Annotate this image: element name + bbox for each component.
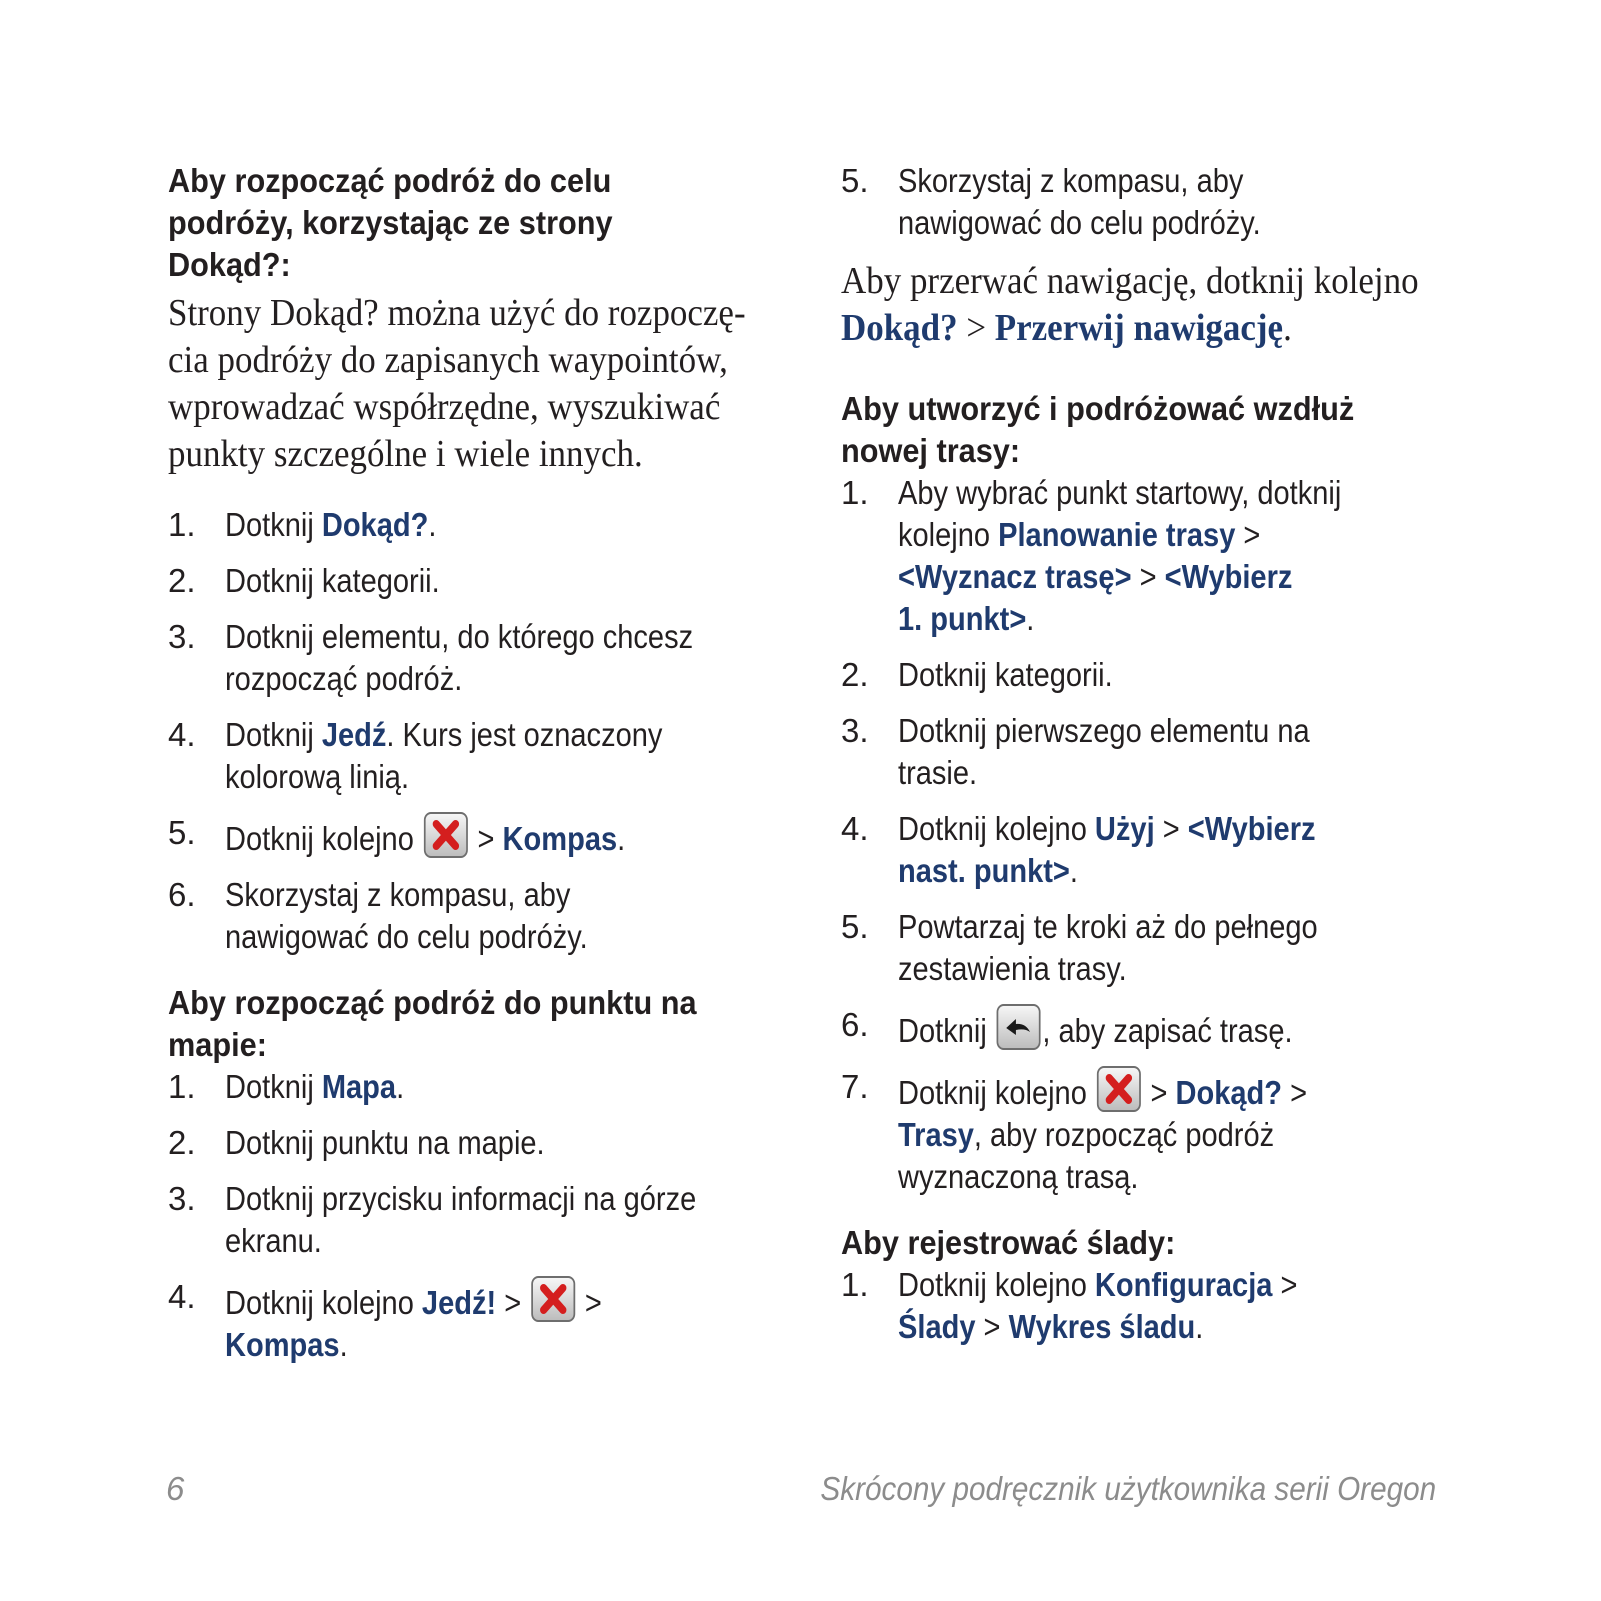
- menu-link-slady[interactable]: Ślady: [898, 1308, 976, 1345]
- list-item: 6. Dotknij , aby zapisać trasę.: [841, 1006, 1293, 1049]
- steps-list: [168, 504, 768, 958]
- menu-link-uzyj[interactable]: Użyj: [1094, 810, 1155, 847]
- intro-paragraph: Strony Dokąd? można użyć do rozpoczę- cia podróży do zapisanych waypointów, wprowadzać współrzędne, wyszukiwać punkty szczególne i wiele innych.: [168, 292, 746, 475]
- menu-link-wykres-sladu[interactable]: Wykres śladu: [1008, 1308, 1196, 1345]
- menu-link-wybierz-nast-punkt[interactable]: <Wybierz: [1187, 810, 1316, 847]
- list-item: 7. Dotknij kolejno > Dokąd? > Trasy, aby rozpocząć podróż wyznaczoną trasą.: [841, 1068, 1308, 1195]
- left-column: [168, 160, 768, 1380]
- list-item: 1. Aby wybrać punkt startowy, dotknij kolejno Planowanie trasy > <Wyznacz trasę> > <Wybierz 1. punkt>.: [841, 474, 1342, 637]
- steps-list: [841, 472, 1441, 1198]
- list-item: 2. Dotknij kategorii.: [168, 562, 440, 599]
- menu-link-dokad[interactable]: Dokąd?: [841, 307, 958, 349]
- steps-list: [841, 160, 1441, 244]
- list-item: 2. Dotknij punktu na mapie.: [168, 1124, 545, 1161]
- steps-list: [841, 1264, 1441, 1348]
- list-item: 3. Dotknij przycisku informacji na górze ekranu.: [168, 1180, 697, 1259]
- menu-link-wybierz-nast-punkt-cont[interactable]: nast. punkt>: [898, 852, 1070, 889]
- page-number: 6: [166, 1470, 185, 1507]
- list-item: 4. Dotknij kolejno Jedź! > > Kompas.: [168, 1278, 602, 1363]
- close-x-icon[interactable]: [424, 812, 468, 858]
- list-item: 4. Dotknij Jedź. Kurs jest oznaczony kolorową linią.: [168, 716, 663, 795]
- menu-link-przerwij-nawigacje[interactable]: Przerwij nawigację: [994, 307, 1284, 349]
- footer-title: Skrócony podręcznik użytkownika serii Oregon: [820, 1470, 1436, 1507]
- menu-link-mapa[interactable]: Mapa: [321, 1068, 397, 1105]
- list-item: 2. Dotknij kategorii.: [841, 656, 1113, 693]
- menu-link-konfiguracja[interactable]: Konfiguracja: [1094, 1266, 1273, 1303]
- list-item: 5. Skorzystaj z kompasu, aby nawigować do celu podróży.: [841, 162, 1261, 241]
- list-item: 5. Powtarzaj te kroki aż do pełnego zestawienia trasy.: [841, 908, 1318, 987]
- menu-link-jedz[interactable]: Jedź: [321, 716, 387, 753]
- list-item: 3. Dotknij pierwszego elementu na trasie.: [841, 712, 1310, 791]
- section-heading: Aby rozpocząć podróż do celu podróży, korzystając ze strony Dokąd?:: [168, 162, 613, 283]
- close-x-icon[interactable]: [1097, 1066, 1141, 1112]
- section-heading: Aby utworzyć i podróżować wzdłuż nowej trasy:: [841, 390, 1355, 469]
- list-item: 4. Dotknij kolejno Użyj > <Wybierz nast. punkt>.: [841, 810, 1316, 889]
- list-item: 1. Dotknij Dokąd?.: [168, 506, 437, 543]
- right-column: [841, 160, 1441, 1362]
- menu-link-wyznacz-trase[interactable]: <Wyznacz trasę>: [898, 558, 1132, 595]
- list-item: 5. Dotknij kolejno > Kompas.: [168, 814, 626, 857]
- stop-navigation-paragraph: Aby przerwać nawigację, dotknij kolejno Dokąd? > Przerwij nawigację.: [841, 260, 1419, 349]
- menu-link-dokad[interactable]: Dokąd?: [1175, 1074, 1283, 1111]
- menu-link-dokad[interactable]: Dokąd?: [321, 506, 429, 543]
- menu-link-trasy[interactable]: Trasy: [898, 1116, 974, 1153]
- list-item: 1. Dotknij kolejno Konfiguracja > Ślady > Wykres śladu.: [841, 1266, 1298, 1345]
- menu-link-kompas[interactable]: Kompas: [502, 820, 618, 857]
- menu-link-wybierz-1-punkt[interactable]: <Wybierz: [1164, 558, 1293, 595]
- section-heading: Aby rozpocząć podróż do punktu na mapie:: [168, 984, 697, 1063]
- section-heading: Aby rejestrować ślady:: [841, 1224, 1176, 1261]
- menu-link-wybierz-1-punkt-cont[interactable]: 1. punkt>: [898, 600, 1027, 637]
- list-item: 1. Dotknij Mapa.: [168, 1068, 405, 1105]
- close-x-icon[interactable]: [531, 1276, 575, 1322]
- steps-list: [168, 1066, 768, 1366]
- list-item: 3. Dotknij elementu, do którego chcesz rozpocząć podróż.: [168, 618, 694, 697]
- menu-link-jedz[interactable]: Jedź!: [421, 1284, 497, 1321]
- menu-link-planowanie-trasy[interactable]: Planowanie trasy: [998, 516, 1236, 553]
- back-arrow-icon[interactable]: [997, 1004, 1041, 1050]
- menu-link-kompas[interactable]: Kompas: [225, 1326, 340, 1363]
- list-item: 6. Skorzystaj z kompasu, aby nawigować do celu podróży.: [168, 876, 588, 955]
